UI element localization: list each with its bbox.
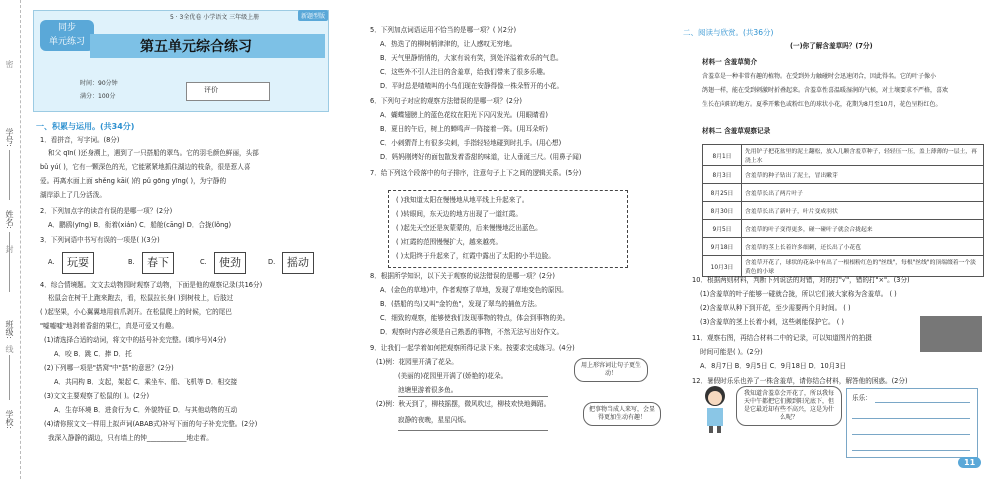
question-text: (2)下列哪一项是"搭窝"中"搭"的意思？(2分): [44, 364, 174, 372]
order-item[interactable]: ( )红霞的范围慢慢扩大，越来越亮。: [396, 238, 503, 246]
mimosa-photo: [920, 316, 982, 352]
judge-item[interactable]: (3)含羞草的茎上长着小刺，这些刺能保护它。 ( ): [700, 318, 844, 326]
question-options: C．小刺猬背上有很多尖刺，手指轻轻地碰到时扎手。(用心想): [380, 139, 562, 147]
table-cell-date: 10月3日: [703, 256, 742, 277]
question-text: 9．让我们一起学着如何把观察所得记录下来。按要求完成练习。(4分): [370, 344, 575, 352]
page-number: 11: [958, 457, 981, 468]
gutter-label-class: 班级:: [5, 320, 14, 339]
question-options: B．夏日的午后，树上的蝉鸣声一阵接着一阵。(用耳朵听): [380, 125, 548, 133]
example-text: (美丽的)花园里开满了(娇艳的)花朵。: [398, 372, 508, 380]
question-options: B．天气里静悄悄的，大家有说有笑，到处洋溢着欢乐的气息。: [380, 54, 563, 62]
hint-bubble: 用上形容词让句子更生动！: [574, 358, 648, 382]
table-row: [703, 145, 984, 166]
answer-line[interactable]: [852, 434, 970, 435]
option-letter: B.: [128, 258, 135, 266]
seal-mark: 密: [5, 60, 14, 68]
practice-badge: 同步 单元练习: [40, 20, 94, 51]
question-text: 湖岸添上了几分活泼。: [40, 191, 106, 199]
question-text: (4)请你照文文一样用上拟声词(ABAB式)补写下面的句子补充完整。(2分): [44, 420, 258, 428]
question-text: 我深入静静的湖边，只有墙上的钟____________地走着。: [48, 434, 213, 442]
question-options: A．共同构 B．支起，架起 C．乘坐车、船、飞机等 D．相交接: [54, 378, 238, 386]
material-text: 生长在向阳的地方。夏季开紫色或粉红色的球状小花，花期为8月至10月，花色呈粉红色。: [702, 101, 942, 108]
table-row: [703, 256, 984, 277]
answer-speaker: 乐乐：: [852, 394, 872, 402]
judge-item[interactable]: (1)含羞草的叶子能够一碰就合拢，所以它们被大家称为含羞草。 ( ): [700, 290, 897, 298]
question-text: bǔ yú( )，它有一颗深色的光，它能紧紧地抓住湖边的枝条，很是惹人喜: [40, 163, 251, 171]
answer-line[interactable]: [852, 450, 970, 451]
question-text: 7．给下列这个段落中的句子排序，注意句子上下之间的逻辑关系。(5分): [370, 169, 582, 177]
answer-line[interactable]: [398, 430, 548, 431]
table-row: [703, 166, 984, 184]
word-box: 玩耍: [62, 252, 94, 274]
score-full-label: 满分：100分: [80, 93, 116, 100]
gutter-label-id: 学号:: [5, 128, 14, 147]
series-label: 5 · 3全优卷 小学语文 三年级上册: [170, 14, 260, 21]
table-row: [703, 220, 984, 238]
option-letter: D.: [268, 258, 276, 266]
score-label: 评价: [204, 86, 218, 94]
observation-table: [702, 144, 984, 277]
gutter-line: [9, 232, 10, 292]
question-options: D．妈妈刚烤好的面包散发着香甜的味道，让人垂涎三尺。(用鼻子闻): [380, 153, 582, 161]
word-box: 使劲: [214, 252, 246, 274]
table-cell-date: 9月18日: [703, 238, 742, 256]
answer-line[interactable]: [398, 396, 548, 397]
table-row: [703, 202, 984, 220]
score-box[interactable]: [186, 82, 270, 101]
material-title: 材料二 含羞草观察记录: [702, 127, 771, 135]
subsection-heading: (一)你了解含羞草吗？(7分): [790, 42, 873, 50]
example-text: (2)例：秋天到了，柳枝摇摆，微风吹过，柳枝欢快地舞蹈。: [376, 400, 551, 408]
answer-line[interactable]: [852, 418, 970, 419]
exercise-text: 寂静的夜晚，星星闪烁。: [398, 416, 471, 424]
question-text: 爱。再离水面上面 shěng kāi( )的 pǔ gōng yīng( )，为宁静的: [40, 177, 227, 185]
order-item[interactable]: ( )起先天空还是灰蒙蒙的，后来慢慢地泛出蓝色。: [396, 224, 542, 232]
question-text: 2．下列加点字的读音有误的是哪一项？(2分): [40, 207, 173, 215]
material-text: 含羞草是一种非常有趣的植物。在受到外力触碰时会迅速闭合，因此得名。它的叶子像小: [702, 73, 937, 80]
exercise-text: 池塘里游着很多鱼。: [398, 386, 458, 394]
material-text: 鸽翅一样，能在受到刺激时折叠起来。含羞草性喜温暖湿润的气候，对土壤要求不严格，喜欢: [702, 87, 949, 94]
order-item[interactable]: ( )转眼间，东天边的地方出现了一道红霞。: [396, 210, 522, 218]
question-options: A．(金色的草地)中，作者观察了草地，发现了草地变色的原因。: [380, 286, 568, 294]
edition-tag: 新题型版: [298, 10, 328, 21]
speech-bubble: 我知道含羞草会开花了，所以我每天中午都把它们搬到阳光底下，但是它最近却有些不高兴，这是为什么呢？: [736, 386, 842, 426]
question-text: 6．下列句子对应的观察方法错误的是哪一项？(2分): [370, 97, 523, 105]
question-text: 12．暑假时乐乐也养了一株含羞草，请你结合材料，解答他的困惑。(2分): [692, 377, 908, 385]
question-text: 4．综合情境题。文文去动物园时观察了动物，下面是他的观察记录(共16分): [40, 281, 263, 289]
gutter-line: [9, 355, 10, 400]
table-cell-note: 先用铲子把花盆里的泥土翻松，放入几颗含羞草种子，轻轻压一压，盖上薄薄的一层土，再浇上水: [742, 145, 984, 166]
question-options: A．鹏鸥(yīng) B．衔着(xián) C．船舱(cāng) D．合拢(lǒng): [48, 221, 232, 229]
question-text: 8．根据所学知识，以下关于观察的说法错误的是哪一项？(2分): [370, 272, 555, 280]
gutter-line: [9, 150, 10, 200]
answer-line[interactable]: [875, 402, 970, 403]
question-text: 松鼠会在树干上跑来跑去，看，松鼠拉长身( )到树枝上，后肢过: [48, 294, 234, 302]
question-text: 5．下列加点词语运用不恰当的是哪一项？( )(2分): [370, 26, 517, 34]
question-options: A．生存环境 B．进食行为 C．外貌特征 D．与其他动物的互动: [54, 406, 238, 414]
table-cell-note: 含羞草的种子钻出了泥土，冒出嫩芽: [742, 166, 984, 184]
word-box: 春下: [142, 252, 174, 274]
seal-mark: 线: [5, 345, 14, 353]
question-options: C．这些外不引人注目的含羞草，给我们带来了很多乐趣。: [380, 68, 550, 76]
table-row: [703, 184, 984, 202]
left-page: [0, 0, 330, 479]
question-text: "嘘嘘嘘"地剥着香甜的果仁，真是可爱又有趣。: [40, 322, 178, 330]
option-letter: C.: [200, 258, 207, 266]
question-text: 1．看拼音，写字词。(8分): [40, 136, 120, 144]
question-options: C．细致的观察，能够使我们发现事物的特点，体会到事物的美。: [380, 314, 570, 322]
judge-item[interactable]: (2)含羞草从种下到开花，至少需要两个月时间。 ( ): [700, 304, 851, 312]
question-text: 3．下列词语中书写有误的一项是( )(3分): [40, 236, 160, 244]
child-illustration: [700, 384, 730, 434]
page-title: 第五单元综合练习: [140, 39, 252, 55]
question-options: A．8月7日 B．9月5日 C．9月18日 D．10月3日: [700, 362, 847, 370]
question-options: D．平时总是喳喳叫的小鸟们现在安静得像一株朵暂开的小花。: [380, 82, 564, 90]
word-box: 摇动: [282, 252, 314, 274]
order-item[interactable]: ( )我知道太阳在慢慢地从地平线上升起来了。: [396, 196, 529, 204]
table-cell-note: 含羞草开花了，球状的花朵中有出了一根根粉红色的"丝线"，每根"丝线"的顶端缀着一个淡黄色的小球: [742, 256, 984, 277]
hint-bubble: 把事物当成人来写，会显得更加生动有趣！: [583, 402, 661, 426]
question-options: D．观察时内容必须是自己熟悉的事物，不然无法写出好作文。: [380, 328, 564, 336]
gutter-label-name: 姓名:: [5, 210, 14, 229]
question-text: 时间可能是( )。(2分): [700, 348, 763, 356]
section-heading: 二、阅读与欣赏。(共36分): [683, 28, 774, 37]
table-cell-date: 9月5日: [703, 220, 742, 238]
question-text: ( )起坚果，小心翼翼地用前爪剥开。在松鼠爬上的时候，它的尾巴: [40, 308, 232, 316]
table-cell-note: 含羞草的茎上长着许多细刺，还长出了小花苞: [742, 238, 984, 256]
table-cell-date: 8月25日: [703, 184, 742, 202]
order-item[interactable]: ( )太阳终于升起来了，红霞中露出了太阳的小半边脸。: [396, 252, 555, 260]
question-text: 和父 qīn( )还身溯上，遇到了一只搭船的翠鸟。它的羽毛颜色鲜丽，头部: [48, 149, 259, 157]
table-cell-note: 含羞草长出了两片叶子: [742, 184, 984, 202]
question-options: A．热迭了的柳树梢津津的，让人感叹无穷地。: [380, 40, 517, 48]
question-options: A．蝴蝶翅膀上的蓝色花纹在阳光下闪闪发光。(用眼睛看): [380, 111, 548, 119]
table-cell-note: 含羞草的叶子变得更多，碰一碰叶子就会合拢起来: [742, 220, 984, 238]
example-text: (1)例：花园里开满了花朵。: [376, 358, 458, 366]
binding-gutter: [0, 0, 21, 479]
table-cell-date: 8月3日: [703, 166, 742, 184]
material-title: 材料一 含羞草简介: [702, 58, 758, 66]
time-label: 时间：90分钟: [80, 80, 118, 87]
question-text: 11．观察右图，再结合材料二中的记录，可以知道图片的拍摄: [692, 334, 872, 342]
section-heading: 一、积累与运用。(共34分): [36, 122, 135, 131]
table-cell-note: 含羞草长出了新叶子，叶片变成羽状: [742, 202, 984, 220]
question-text: 10．根据两则材料，判断下列说法的对错，对的打"√"，错的打"×"。(3分): [692, 276, 910, 284]
table-row: [703, 238, 984, 256]
option-letter: A.: [48, 258, 55, 266]
gutter-label-school: 学校:: [5, 410, 14, 429]
question-options: A．咬 B．跳 C．捧 D．托: [54, 350, 132, 358]
table-cell-date: 8月1日: [703, 145, 742, 166]
question-options: B．(搭船的鸟)又叫"金钓鱼"，发现了翠鸟的捕鱼方法。: [380, 300, 541, 308]
table-cell-date: 8月30日: [703, 202, 742, 220]
question-text: (1)请选择合适的动词，将文中的括号补充完整。(填序号)(4分): [44, 336, 227, 344]
question-text: (3)文文主要观察了松鼠的( )。(2分): [44, 392, 150, 400]
